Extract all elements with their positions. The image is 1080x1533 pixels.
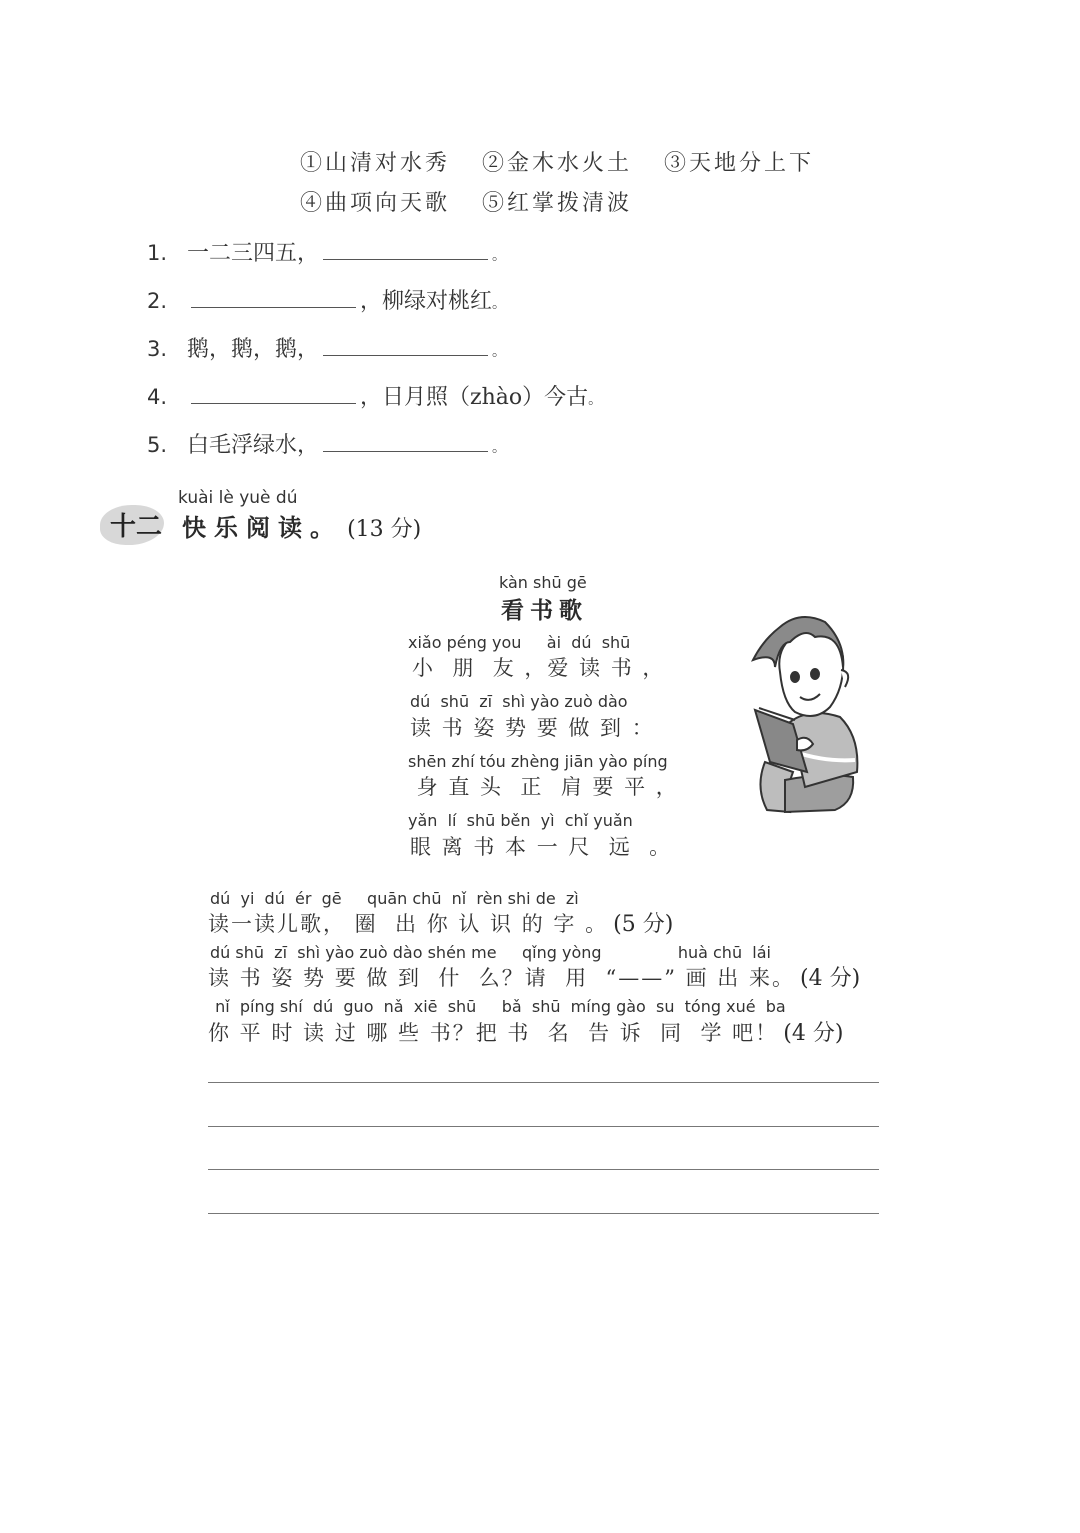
question-text-before: 白毛浮绿水， xyxy=(187,433,320,458)
section-heading xyxy=(182,508,421,543)
fill-question-2 xyxy=(147,284,506,315)
answer-blank[interactable] xyxy=(323,431,488,452)
task-1 xyxy=(208,907,673,938)
option-5: ⑤红掌拨清波 xyxy=(482,191,633,216)
question-number: 5. xyxy=(147,433,168,457)
poem-line-2-pinyin: dú shū zī shì yào zuò dào xyxy=(410,692,628,711)
options-row-2 xyxy=(300,186,654,217)
task-2-pinyin: dú shū zī shì yào zuò dào shén me qǐng yòng huà chū lái xyxy=(210,943,771,962)
poem-line-1-pinyin: xiǎo péng you ài dú shū xyxy=(408,633,631,652)
poem-line-3-pinyin: shēn zhí tóu zhèng jiān yào píng xyxy=(408,752,668,771)
question-text-after: ，日月照（zhào）今古 xyxy=(360,385,589,410)
section-title-pinyin: kuài lè yuè dú xyxy=(178,488,298,508)
section-title: 快乐阅读。 xyxy=(182,514,342,542)
fill-question-4 xyxy=(147,380,602,411)
task-3 xyxy=(208,1016,843,1047)
question-end: 。 xyxy=(492,248,507,264)
question-text-before: 一二三四五， xyxy=(187,241,320,266)
answer-writing-line-3[interactable] xyxy=(208,1169,879,1170)
task-3-text: 你 平 时 读 过 哪 些 书？把 书 名 告 诉 同 学 吧！ xyxy=(208,1021,779,1045)
option-3: ③天地分上下 xyxy=(664,151,815,176)
answer-writing-line-2[interactable] xyxy=(208,1126,879,1127)
section-score: (13 分) xyxy=(347,517,422,542)
section-number: 十二 xyxy=(110,512,163,542)
poem-title: 看书歌 xyxy=(501,598,588,624)
question-text-after: ，柳绿对桃红 xyxy=(360,289,493,314)
option-4: ④曲项向天歌 xyxy=(300,191,451,216)
answer-blank[interactable] xyxy=(323,335,488,356)
answer-blank[interactable] xyxy=(191,383,356,404)
task-1-text: 读一读儿歌， 圈 出 你 认 识 的 字 。 xyxy=(208,912,609,936)
question-end: 。 xyxy=(492,440,507,456)
option-2: ②金木水火土 xyxy=(482,151,633,176)
poem-line-4: 眼 离 书 本 一 尺 远 。 xyxy=(410,835,673,859)
poem-line-1: 小 朋 友 ，爱 读 书 ， xyxy=(412,656,666,680)
question-end: 。 xyxy=(588,392,603,408)
question-text-before: 鹅，鹅，鹅， xyxy=(187,337,320,362)
answer-writing-line-1[interactable] xyxy=(208,1082,879,1083)
option-1: ①山清对水秀 xyxy=(300,151,451,176)
fill-question-1 xyxy=(147,236,506,267)
task-2-text: 读 书 姿 势 要 做 到 什 么？请 用 “——” 画 出 来。 xyxy=(208,966,795,990)
poem-line-2: 读 书 姿 势 要 做 到 ： xyxy=(410,716,655,740)
question-number: 1. xyxy=(147,241,168,265)
fill-question-5 xyxy=(147,428,506,459)
answer-blank[interactable] xyxy=(323,239,488,260)
task-2-score: (4 分) xyxy=(800,966,861,991)
poem-title-pinyin: kàn shū gē xyxy=(499,573,587,592)
poem-line-4-pinyin: yǎn lí shū běn yì chǐ yuǎn xyxy=(408,811,633,830)
question-end: 。 xyxy=(492,344,507,360)
task-1-score: (5 分) xyxy=(613,912,674,937)
task-1-pinyin: dú yi dú ér gē quān chū nǐ rèn shi de zì xyxy=(210,889,579,908)
answer-writing-line-4[interactable] xyxy=(208,1213,879,1214)
answer-blank[interactable] xyxy=(191,287,356,308)
task-2 xyxy=(208,961,860,992)
question-number: 4. xyxy=(147,385,168,409)
task-3-score: (4 分) xyxy=(783,1021,844,1046)
task-3-pinyin: nǐ píng shí dú guo nǎ xiē shū bǎ shū míng gào su tóng xué ba xyxy=(210,997,786,1016)
question-end: 。 xyxy=(492,296,507,312)
options-row-1 xyxy=(300,146,836,177)
poem-line-3: 身 直 头 正 肩 要 平 ， xyxy=(408,775,679,799)
question-number: 2. xyxy=(147,289,168,313)
boy-reading-illustration xyxy=(745,612,865,817)
question-number: 3. xyxy=(147,337,168,361)
fill-question-3 xyxy=(147,332,506,363)
